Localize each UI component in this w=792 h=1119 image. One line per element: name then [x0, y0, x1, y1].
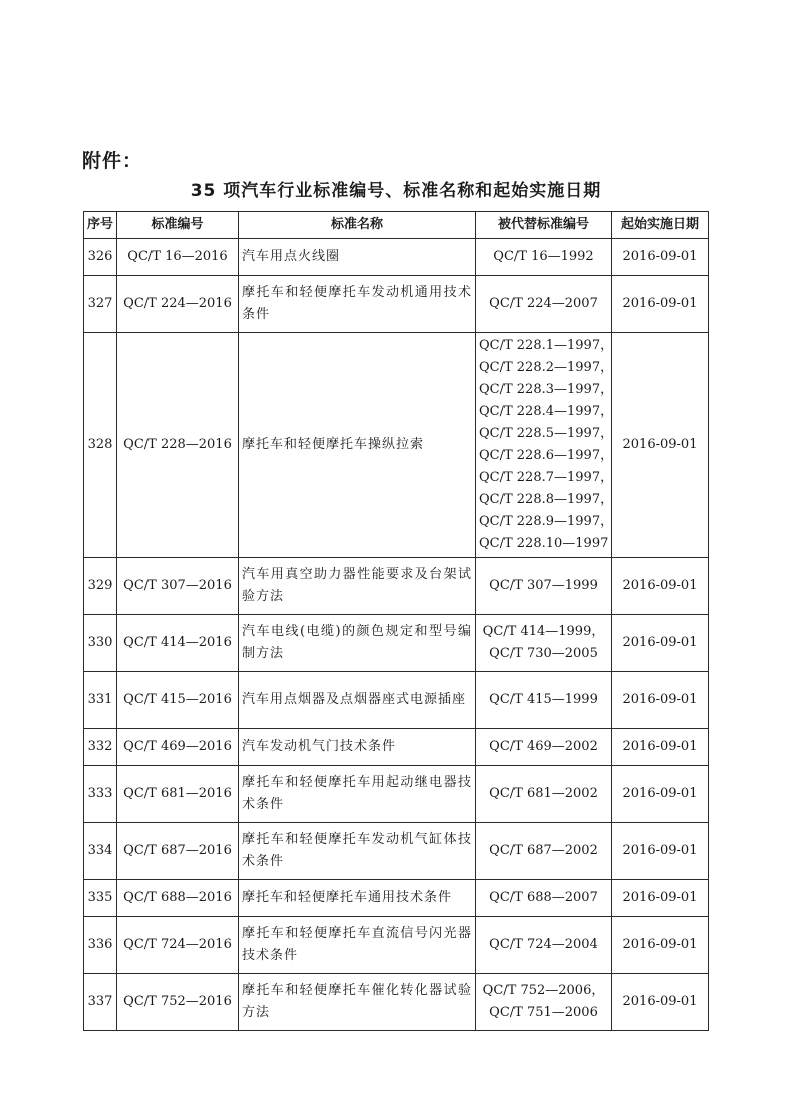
standard-name: 摩托车和轻便摩托车直流信号闪光器技术条件 [239, 917, 476, 974]
standard-code: QC/T 752—2016 [117, 974, 239, 1031]
row-number: 336 [84, 917, 117, 974]
table-row [84, 558, 709, 615]
replaced-standards [476, 823, 612, 880]
replaced-standard-code: QC/T 228.3—1997， [479, 382, 614, 397]
table-row [84, 333, 709, 558]
replaced-standard-code: QC/T 687—2002 [489, 843, 598, 858]
standard-name: 摩托车和轻便摩托车操纵拉索 [239, 333, 476, 558]
table-row [84, 823, 709, 880]
replaced-standard-code: QC/T 730—2005 [489, 646, 598, 661]
column-header-no: 序号 [84, 212, 117, 239]
effective-date: 2016-09-01 [612, 917, 709, 974]
standard-name: 汽车用点火线圈 [239, 239, 476, 276]
column-header-date: 起始实施日期 [612, 212, 709, 239]
table-body [84, 239, 709, 1031]
standard-code: QC/T 307—2016 [117, 558, 239, 615]
standard-code: QC/T 228—2016 [117, 333, 239, 558]
standard-code: QC/T 415—2016 [117, 672, 239, 729]
effective-date: 2016-09-01 [612, 672, 709, 729]
standard-name: 摩托车和轻便摩托车催化转化器试验方法 [239, 974, 476, 1031]
replaced-standards [476, 615, 612, 672]
table-row [84, 766, 709, 823]
effective-date: 2016-09-01 [612, 974, 709, 1031]
table-row [84, 917, 709, 974]
row-number: 329 [84, 558, 117, 615]
column-header-replaces: 被代替标准编号 [476, 212, 612, 239]
replaced-standard-code: QC/T 228.1—1997， [479, 338, 614, 353]
table-header-row [84, 212, 709, 239]
row-number: 332 [84, 729, 117, 766]
table-row [84, 729, 709, 766]
row-number: 337 [84, 974, 117, 1031]
replaced-standard-code: QC/T 681—2002 [489, 786, 598, 801]
row-number: 328 [84, 333, 117, 558]
document-title: 35 项汽车行业标准编号、标准名称和起始实施日期 [190, 181, 602, 201]
table-row [84, 672, 709, 729]
replaced-standards [476, 729, 612, 766]
standard-code: QC/T 469—2016 [117, 729, 239, 766]
table-row [84, 276, 709, 333]
replaced-standards [476, 880, 612, 917]
replaced-standards [476, 672, 612, 729]
row-number: 333 [84, 766, 117, 823]
row-number: 331 [84, 672, 117, 729]
effective-date: 2016-09-01 [612, 880, 709, 917]
replaced-standards [476, 917, 612, 974]
replaced-standard-code: QC/T 688—2007 [489, 890, 598, 905]
row-number: 334 [84, 823, 117, 880]
standard-name: 汽车电线(电缆)的颜色规定和型号编制方法 [239, 615, 476, 672]
replaced-standards [476, 974, 612, 1031]
column-header-code: 标准编号 [117, 212, 239, 239]
replaced-standard-code: QC/T 228.10—1997 [479, 536, 609, 551]
standard-name: 汽车用点烟器及点烟器座式电源插座 [239, 672, 476, 729]
effective-date: 2016-09-01 [612, 239, 709, 276]
standard-name: 摩托车和轻便摩托车发动机气缸体技术条件 [239, 823, 476, 880]
replaced-standard-code: QC/T 469—2002 [489, 739, 598, 754]
replaced-standard-code: QC/T 228.9—1997， [479, 514, 614, 529]
table-row [84, 974, 709, 1031]
standard-name: 摩托车和轻便摩托车用起动继电器技术条件 [239, 766, 476, 823]
effective-date: 2016-09-01 [612, 729, 709, 766]
replaced-standards [476, 766, 612, 823]
standard-code: QC/T 16—2016 [117, 239, 239, 276]
effective-date: 2016-09-01 [612, 766, 709, 823]
replaced-standard-code: QC/T 752—2006， [482, 983, 605, 998]
standard-code: QC/T 414—2016 [117, 615, 239, 672]
standard-code: QC/T 681—2016 [117, 766, 239, 823]
effective-date: 2016-09-01 [612, 333, 709, 558]
replaced-standards [476, 276, 612, 333]
standard-code: QC/T 224—2016 [117, 276, 239, 333]
column-header-name: 标准名称 [239, 212, 476, 239]
table-row [84, 880, 709, 917]
standard-name: 汽车用真空助力器性能要求及台架试验方法 [239, 558, 476, 615]
standard-code: QC/T 688—2016 [117, 880, 239, 917]
effective-date: 2016-09-01 [612, 276, 709, 333]
standard-code: QC/T 687—2016 [117, 823, 239, 880]
attachment-label: 附件： [82, 150, 143, 172]
replaced-standard-code: QC/T 16—1992 [493, 249, 594, 264]
replaced-standard-code: QC/T 228.6—1997， [479, 448, 614, 463]
effective-date: 2016-09-01 [612, 823, 709, 880]
standard-code: QC/T 724—2016 [117, 917, 239, 974]
replaced-standard-code: QC/T 228.4—1997， [479, 404, 614, 419]
replaced-standard-code: QC/T 228.7—1997， [479, 470, 614, 485]
table-row [84, 615, 709, 672]
replaced-standards [476, 239, 612, 276]
replaced-standards [476, 333, 612, 558]
replaced-standard-code: QC/T 224—2007 [489, 296, 598, 311]
replaced-standard-code: QC/T 724—2004 [489, 937, 598, 952]
standard-name: 摩托车和轻便摩托车通用技术条件 [239, 880, 476, 917]
replaced-standard-code: QC/T 415—1999 [489, 692, 598, 707]
replaced-standard-code: QC/T 414—1999， [482, 624, 605, 639]
standards-table [83, 211, 709, 1031]
standard-name: 汽车发动机气门技术条件 [239, 729, 476, 766]
replaced-standard-code: QC/T 228.2—1997， [479, 360, 614, 375]
replaced-standard-code: QC/T 751—2006 [489, 1005, 598, 1020]
effective-date: 2016-09-01 [612, 615, 709, 672]
row-number: 330 [84, 615, 117, 672]
replaced-standard-code: QC/T 228.5—1997， [479, 426, 614, 441]
replaced-standard-code: QC/T 228.8—1997， [479, 492, 614, 507]
table-row [84, 239, 709, 276]
replaced-standards [476, 558, 612, 615]
row-number: 326 [84, 239, 117, 276]
row-number: 335 [84, 880, 117, 917]
row-number: 327 [84, 276, 117, 333]
effective-date: 2016-09-01 [612, 558, 709, 615]
replaced-standard-code: QC/T 307—1999 [489, 578, 598, 593]
standard-name: 摩托车和轻便摩托车发动机通用技术条件 [239, 276, 476, 333]
